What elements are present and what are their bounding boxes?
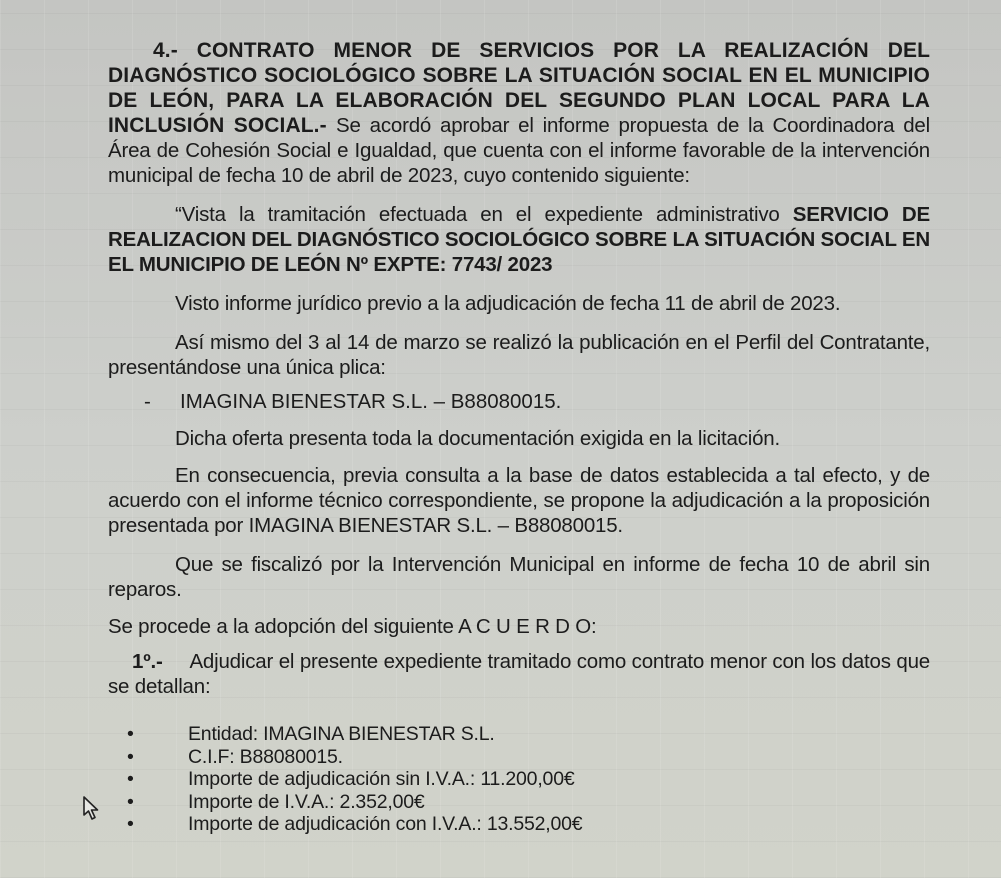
paragraph-acuerdo-intro: Se procede a la adopción del siguiente A C U E R D O: bbox=[108, 615, 597, 638]
paragraph-informe-juridico: Visto informe jurídico previo a la adjudicación de fecha 11 de abril de 2023. bbox=[175, 292, 841, 315]
detail-importe-iva bbox=[108, 791, 930, 814]
bullet-marker: • bbox=[127, 813, 134, 835]
mouse-pointer-icon bbox=[82, 795, 104, 823]
document-page bbox=[108, 38, 930, 852]
acuerdo-text: Adjudicar el presente expediente tramitado como contrato menor con los datos que se detallan: bbox=[108, 650, 930, 698]
bullet-marker: • bbox=[127, 768, 134, 790]
paragraph-publicacion: Así mismo del 3 al 14 de marzo se realizó la publicación en el Perfil del Contratante, presentándose una única plica: bbox=[108, 331, 930, 379]
bullet-marker: • bbox=[127, 723, 134, 745]
detail-text: Importe de adjudicación con I.V.A.: 13.552,00€ bbox=[188, 813, 583, 835]
heading-title: CONTRATO MENOR DE SERVICIOS POR LA REALIZACIÓN DEL DIAGNÓSTICO SOCIOLÓGICO SOBRE LA SITUACIÓN SOCIAL EN EL MUNICIPIO DE LEÓN, PARA LA ELABORACIÓN DEL SEGUNDO PLAN LOCAL PARA LA INCLUSIÓN SOCIAL.- bbox=[108, 39, 930, 137]
detail-importe-sin-iva bbox=[108, 768, 930, 791]
detail-cif bbox=[108, 746, 930, 769]
heading-number: 4.- bbox=[153, 39, 178, 62]
adjudication-details-list bbox=[108, 723, 930, 836]
detail-text: Entidad: IMAGINA BIENESTAR S.L. bbox=[188, 723, 495, 745]
acuerdo-item bbox=[108, 649, 930, 699]
paragraph-consecuencia: En consecuencia, previa consulta a la base de datos establecida a tal efecto, y de acuerdo con el informe técnico correspondiente, se propone la adjudicación a la proposición presentada por IMAGINA BIENESTAR S.L. – B88080015. bbox=[108, 464, 930, 537]
expediente-title: SERVICIO DE REALIZACION DEL DIAGNÓSTICO SOCIOLÓGICO SOBRE LA SITUACIÓN SOCIAL EN EL MUNICIPIO DE LEÓN Nº EXPTE: 7743/ 2023 bbox=[108, 203, 931, 276]
bullet-marker: • bbox=[127, 790, 134, 813]
paragraph-oferta: Dicha oferta presenta toda la documentación exigida en la licitación. bbox=[175, 427, 780, 450]
acuerdo-number: 1º.- bbox=[132, 650, 163, 673]
detail-entidad bbox=[108, 723, 930, 746]
detail-importe-con-iva bbox=[108, 813, 930, 836]
bullet-marker: • bbox=[127, 745, 134, 768]
paragraph-fiscalizacion: Que se fiscalizó por la Intervención Municipal en informe de fecha 10 de abril sin reparos. bbox=[108, 553, 930, 601]
dash-marker: - bbox=[144, 390, 151, 413]
intro-text: Se acordó aprobar el informe propuesta de la Coordinadora del Área de Cohesión Social e Igualdad, que cuenta con el informe favorable de la intervención municipal de fecha 10 de abril de 2023, cuyo contenido siguiente: bbox=[108, 114, 930, 187]
quote-paragraph bbox=[108, 202, 930, 277]
detail-text: Importe de I.V.A.: 2.352,00€ bbox=[188, 790, 425, 813]
quote-intro: “Vista la tramitación efectuada en el expediente administrativo bbox=[175, 203, 780, 226]
section-heading bbox=[108, 38, 930, 188]
plica-list-item bbox=[108, 389, 930, 414]
detail-text: Importe de adjudicación sin I.V.A.: 11.200,00€ bbox=[188, 768, 575, 790]
plica-text: IMAGINA BIENESTAR S.L. – B88080015. bbox=[180, 390, 562, 413]
detail-text: C.I.F: B88080015. bbox=[188, 745, 343, 768]
